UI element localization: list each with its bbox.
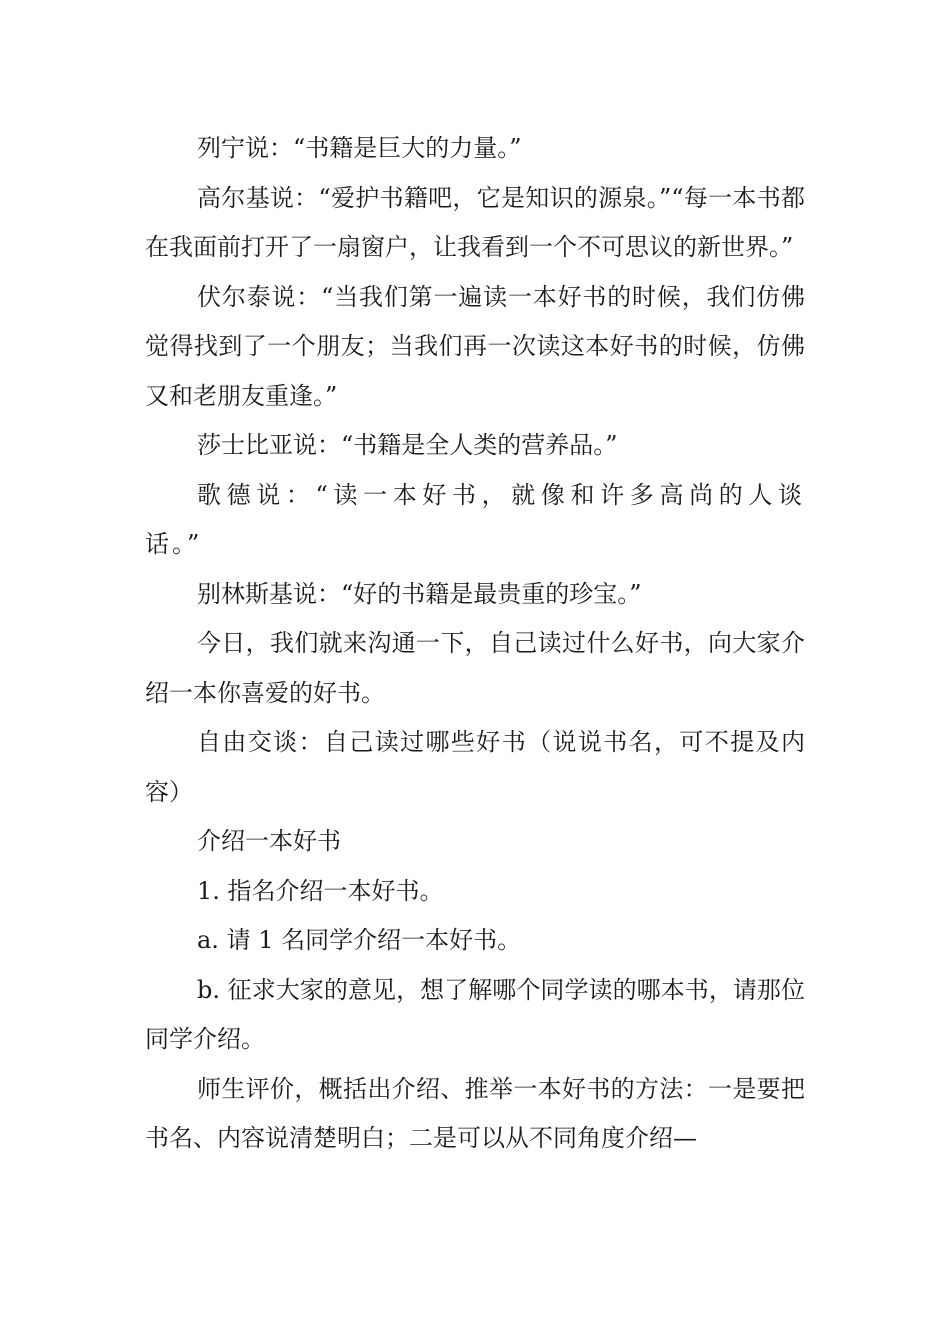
paragraph-intro: 今日，我们就来沟通一下，自己读过什么好书，向大家介绍一本你喜爱的好书。 bbox=[145, 629, 805, 707]
paragraph-belinsky-quote: 别林斯基说：“好的书籍是最贵重的珍宝。” bbox=[197, 579, 642, 608]
paragraph-shakespeare-quote: 莎士比亚说：“书籍是全人类的营养品。” bbox=[197, 431, 618, 459]
section-heading-introduce-book: 介绍一本好书 bbox=[197, 827, 341, 855]
list-item-1: 1. 指名介绍一本好书。 bbox=[197, 876, 444, 905]
list-item-b: b. 征求大家的意见，想了解哪个同学读的哪本书，请那位同学介绍。 bbox=[145, 975, 805, 1053]
paragraph-voltaire-quote: 伏尔泰说：“当我们第一遍读一本好书的时候，我们仿佛觉得找到了一个朋友；当我们再一次读这本好书的时候，仿佛又和老朋友重逢。” bbox=[145, 282, 805, 410]
paragraph-lenin-quote: 列宁说：“书籍是巨大的力量。” bbox=[197, 134, 522, 162]
paragraph-goethe-quote: 歌德说：“读一本好书，就像和许多高尚的人谈话。” bbox=[145, 480, 805, 558]
list-item-a: a. 请 1 名同学介绍一本好书。 bbox=[197, 926, 522, 954]
paragraph-gorky-quote: 高尔基说：“爱护书籍吧，它是知识的源泉。”“每一本书都在我面前打开了一扇窗户，让我看到一个不可思议的新世界。” bbox=[145, 183, 805, 261]
paragraph-free-talk: 自由交谈：自己读过哪些好书（说说书名，可不提及内容） bbox=[145, 728, 805, 806]
document-page bbox=[145, 124, 805, 1164]
paragraph-evaluation: 师生评价，概括出介绍、推举一本好书的方法：一是要把书名、内容说清楚明白；二是可以从不同角度介绍— bbox=[145, 1074, 805, 1152]
